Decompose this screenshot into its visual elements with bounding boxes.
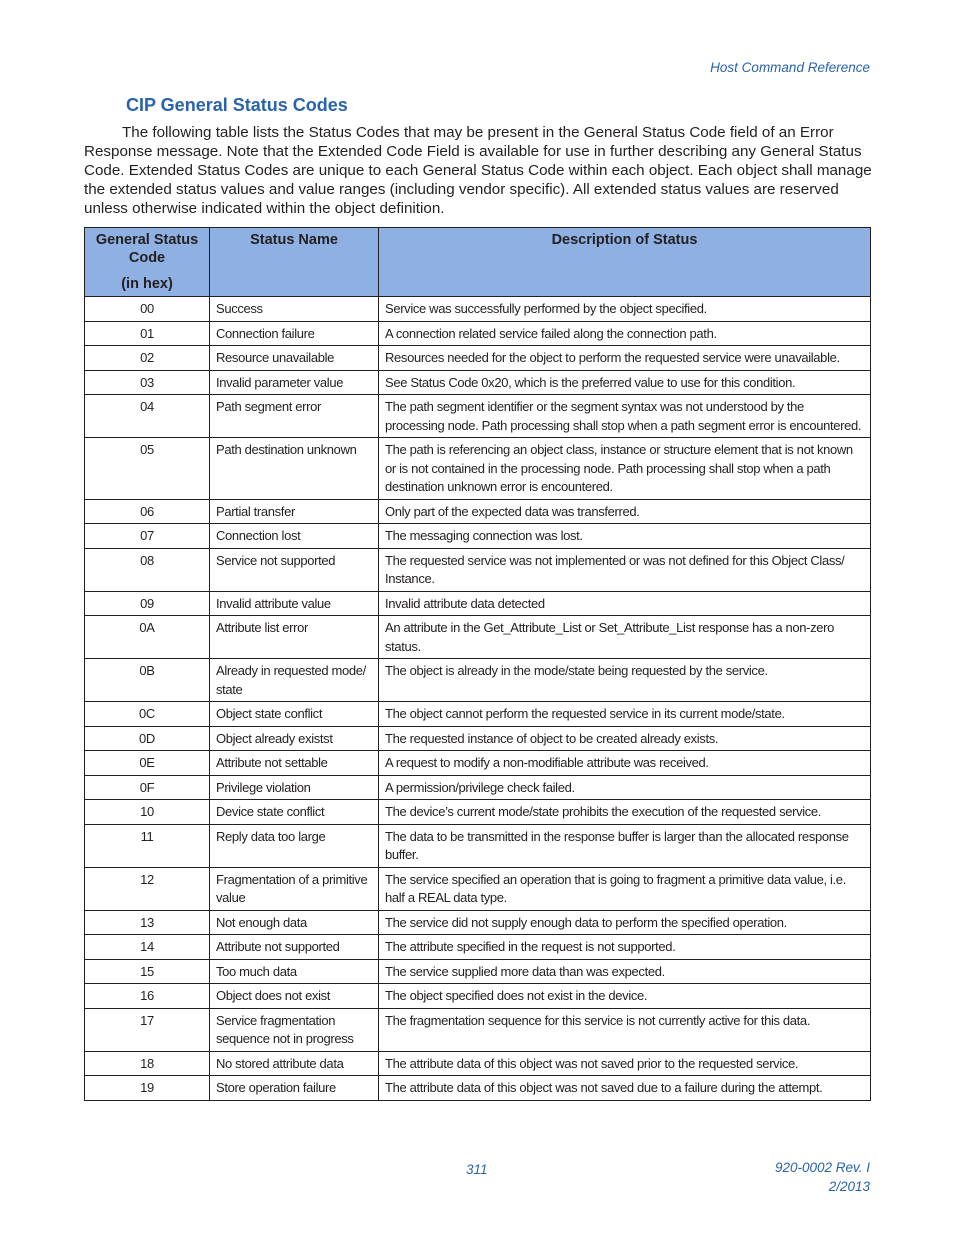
table-row [85, 702, 871, 727]
table-row [85, 616, 871, 659]
status-name-cell: Path destination unknown [210, 438, 379, 500]
status-name-cell: Attribute list error [210, 616, 379, 659]
status-description-cell: The fragmentation sequence for this service is not currently active for this data. [379, 1008, 871, 1051]
section-title: CIP General Status Codes [126, 95, 348, 115]
status-description-cell: The service supplied more data than was expected. [379, 959, 871, 984]
table-row [85, 959, 871, 984]
status-code-cell: 18 [85, 1051, 210, 1076]
table-header-row [85, 228, 871, 297]
table-body [85, 297, 871, 1101]
status-description-cell: The requested service was not implemented or was not defined for this Object Class/ Instance. [379, 548, 871, 591]
table-row [85, 935, 871, 960]
table-row [85, 726, 871, 751]
status-name-cell: Path segment error [210, 395, 379, 438]
status-name-cell: Store operation failure [210, 1076, 379, 1101]
status-code-cell: 15 [85, 959, 210, 984]
status-name-cell: Partial transfer [210, 499, 379, 524]
column-header-code [85, 228, 210, 297]
status-description-cell: An attribute in the Get_Attribute_List or Set_Attribute_List response has a non-zero status. [379, 616, 871, 659]
table-row [85, 297, 871, 322]
status-description-cell: The device’s current mode/state prohibits the execution of the requested service. [379, 800, 871, 825]
table-row [85, 499, 871, 524]
status-code-cell: 19 [85, 1076, 210, 1101]
document-date: 2/2013 [828, 1179, 870, 1194]
table-row [85, 984, 871, 1009]
table-row [85, 824, 871, 867]
column-header-code-unit: (in hex) [121, 276, 173, 292]
status-description-cell: The object specified does not exist in the device. [379, 984, 871, 1009]
status-name-cell: Not enough data [210, 910, 379, 935]
status-code-cell: 16 [85, 984, 210, 1009]
status-codes-table [84, 227, 871, 1101]
table-row [85, 346, 871, 371]
status-name-cell: Object state conflict [210, 702, 379, 727]
column-header-code-label: General Status Code [95, 232, 199, 266]
table-row [85, 910, 871, 935]
status-code-cell: 0B [85, 659, 210, 702]
status-description-cell: The object cannot perform the requested service in its current mode/state. [379, 702, 871, 727]
table-row [85, 438, 871, 500]
status-code-cell: 07 [85, 524, 210, 549]
table-row [85, 548, 871, 591]
table-row [85, 1076, 871, 1101]
status-description-cell: A connection related service failed along the connection path. [379, 321, 871, 346]
status-name-cell: Too much data [210, 959, 379, 984]
status-name-cell: Device state conflict [210, 800, 379, 825]
status-code-cell: 12 [85, 867, 210, 910]
table-row [85, 800, 871, 825]
status-name-cell: Already in requested mode/ state [210, 659, 379, 702]
status-code-cell: 10 [85, 800, 210, 825]
status-name-cell: Connection lost [210, 524, 379, 549]
table-row [85, 591, 871, 616]
column-header-name: Status Name [210, 228, 379, 297]
table-row [85, 659, 871, 702]
status-description-cell: A permission/privilege check failed. [379, 775, 871, 800]
intro-text: The following table lists the Status Codes that may be present in the General Status Code field of an Error Response message. Note that the Extended Code Field is available for use in further describing any General Status Code. Extended Status Codes are unique to each General Status Code within each object. Each object shall manage the extended status values and value ranges (including vendor specific). All extended status values are reserved unless otherwise indicated within the object definition. [84, 124, 872, 217]
status-name-cell: Privilege violation [210, 775, 379, 800]
table-row [85, 751, 871, 776]
document-revision [775, 1158, 870, 1196]
status-code-cell: 13 [85, 910, 210, 935]
status-name-cell: Invalid parameter value [210, 370, 379, 395]
status-code-cell: 0A [85, 616, 210, 659]
status-code-cell: 05 [85, 438, 210, 500]
status-code-cell: 03 [85, 370, 210, 395]
status-description-cell: The attribute data of this object was not saved due to a failure during the attempt. [379, 1076, 871, 1101]
status-name-cell: Connection failure [210, 321, 379, 346]
status-description-cell: The attribute specified in the request is not supported. [379, 935, 871, 960]
status-name-cell: Attribute not supported [210, 935, 379, 960]
status-code-cell: 06 [85, 499, 210, 524]
status-description-cell: The service did not supply enough data to perform the specified operation. [379, 910, 871, 935]
status-description-cell: The data to be transmitted in the response buffer is larger than the allocated response buffer. [379, 824, 871, 867]
status-name-cell: No stored attribute data [210, 1051, 379, 1076]
status-description-cell: Service was successfully performed by the object specified. [379, 297, 871, 322]
intro-paragraph [84, 123, 874, 218]
status-name-cell: Reply data too large [210, 824, 379, 867]
table-row [85, 867, 871, 910]
status-name-cell: Object does not exist [210, 984, 379, 1009]
table-row [85, 775, 871, 800]
status-name-cell: Attribute not settable [210, 751, 379, 776]
status-name-cell: Service fragmentation sequence not in progress [210, 1008, 379, 1051]
document-number: 920-0002 Rev. I [774, 1160, 870, 1175]
status-code-cell: 0F [85, 775, 210, 800]
status-code-cell: 01 [85, 321, 210, 346]
status-description-cell: Only part of the expected data was transferred. [379, 499, 871, 524]
page-number: 311 [466, 1162, 488, 1177]
status-code-cell: 00 [85, 297, 210, 322]
status-description-cell: A request to modify a non-modifiable attribute was received. [379, 751, 871, 776]
status-description-cell: See Status Code 0x20, which is the preferred value to use for this condition. [379, 370, 871, 395]
status-description-cell: Invalid attribute data detected [379, 591, 871, 616]
status-description-cell: The attribute data of this object was not saved prior to the requested service. [379, 1051, 871, 1076]
status-description-cell: The messaging connection was lost. [379, 524, 871, 549]
status-code-cell: 02 [85, 346, 210, 371]
status-name-cell: Fragmentation of a primitive value [210, 867, 379, 910]
table-row [85, 321, 871, 346]
status-description-cell: The requested instance of object to be created already exists. [379, 726, 871, 751]
table-row [85, 1051, 871, 1076]
status-description-cell: The service specified an operation that is going to fragment a primitive data value, i.e. half a REAL data type. [379, 867, 871, 910]
column-header-description: Description of Status [379, 228, 871, 297]
status-code-cell: 14 [85, 935, 210, 960]
status-name-cell: Invalid attribute value [210, 591, 379, 616]
table-row [85, 370, 871, 395]
status-name-cell: Service not supported [210, 548, 379, 591]
running-header: Host Command Reference [710, 60, 870, 75]
status-code-cell: 04 [85, 395, 210, 438]
table-row [85, 395, 871, 438]
status-code-cell: 0C [85, 702, 210, 727]
table-row [85, 1008, 871, 1051]
status-name-cell: Object already existst [210, 726, 379, 751]
status-code-cell: 17 [85, 1008, 210, 1051]
status-description-cell: The object is already in the mode/state being requested by the service. [379, 659, 871, 702]
status-code-cell: 0E [85, 751, 210, 776]
status-code-cell: 11 [85, 824, 210, 867]
status-code-cell: 09 [85, 591, 210, 616]
status-name-cell: Resource unavailable [210, 346, 379, 371]
status-code-cell: 0D [85, 726, 210, 751]
status-name-cell: Success [210, 297, 379, 322]
status-description-cell: The path segment identifier or the segment syntax was not understood by the processing node. Path processing shall stop when a path segment error is encountered. [379, 395, 871, 438]
status-code-cell: 08 [85, 548, 210, 591]
status-description-cell: The path is referencing an object class, instance or structure element that is not known or is not contained in the processing node. Path processing shall stop when a path destination unknown error is encountered. [379, 438, 871, 500]
table-row [85, 524, 871, 549]
status-description-cell: Resources needed for the object to perform the requested service were unavailable. [379, 346, 871, 371]
